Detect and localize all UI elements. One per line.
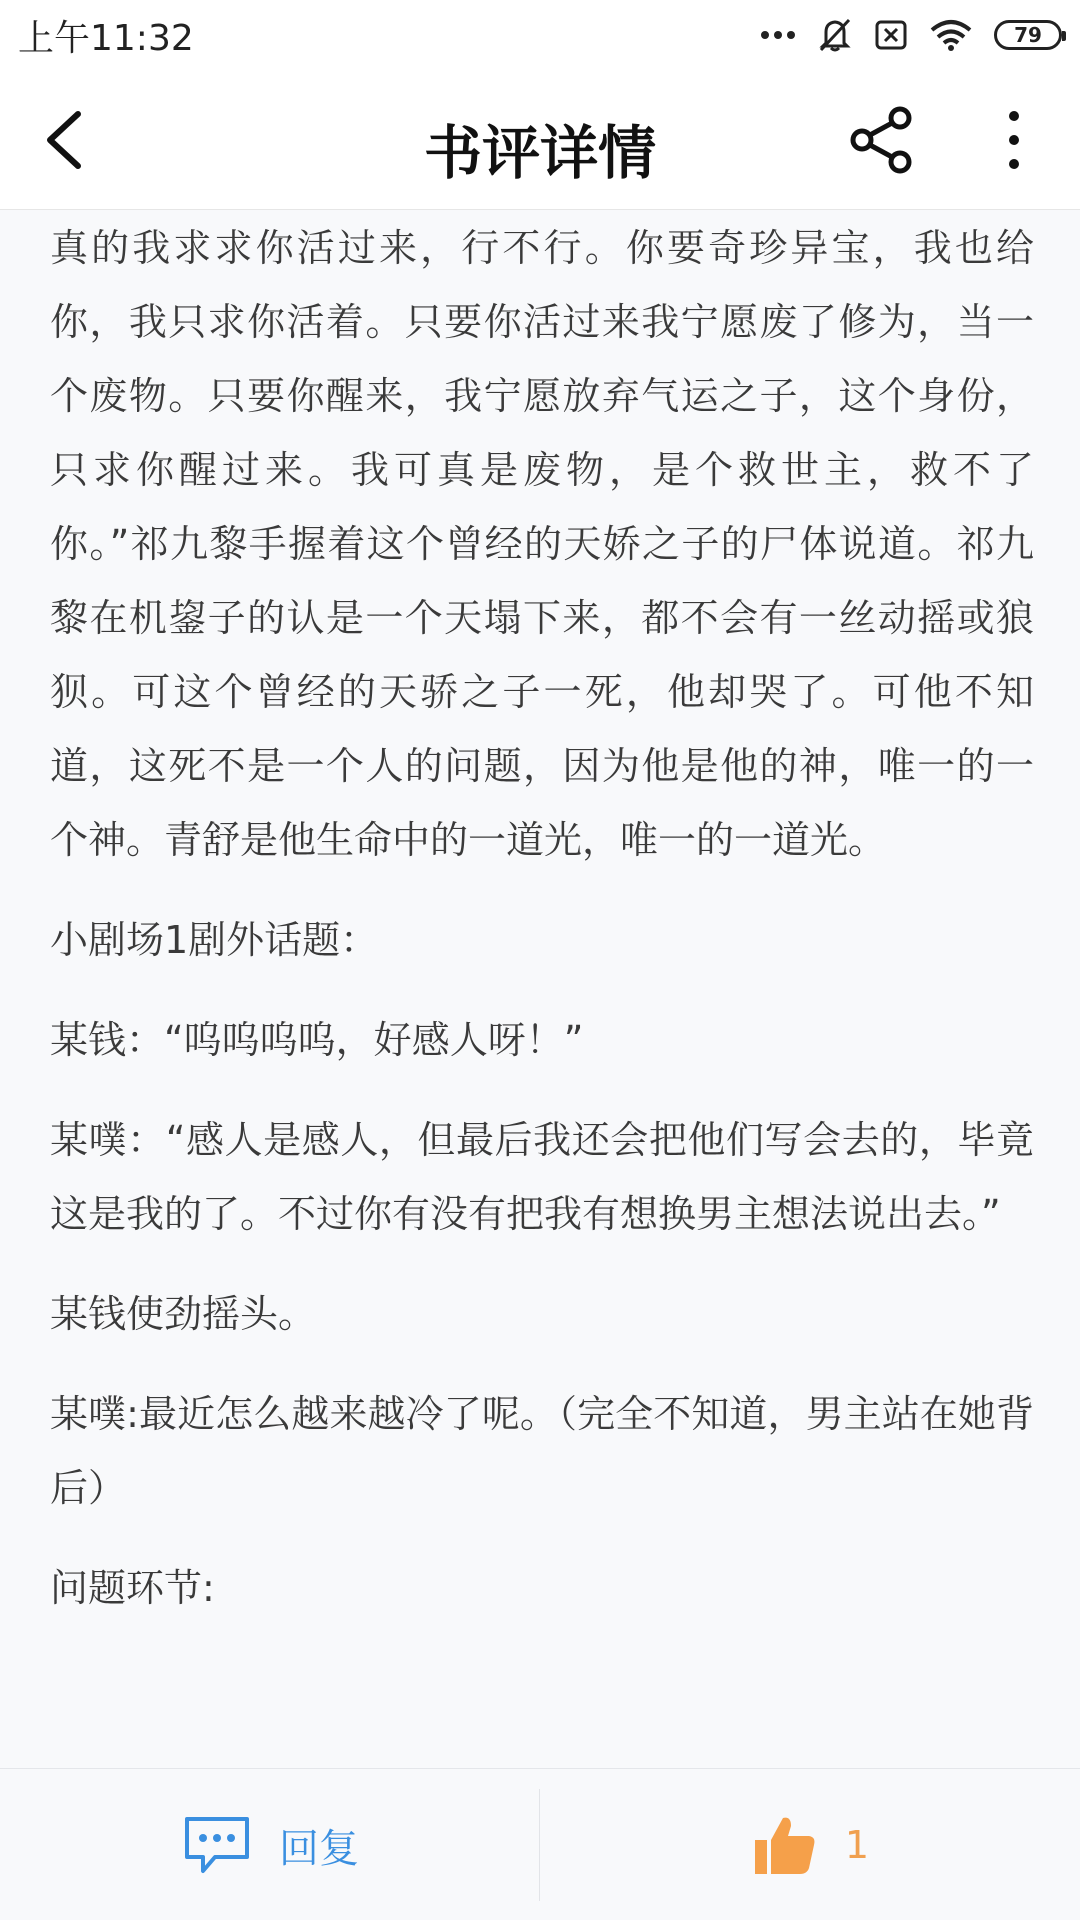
- share-icon[interactable]: [848, 106, 916, 174]
- review-content[interactable]: [0, 211, 1080, 1768]
- dots-icon: [760, 29, 796, 41]
- review-paragraph: 问题环节:: [50, 1566, 215, 1610]
- bell-off-icon: [818, 17, 852, 53]
- bottom-action-bar: [0, 1768, 1080, 1920]
- battery-level: 79: [1014, 23, 1042, 47]
- sim-x-icon: [874, 19, 908, 51]
- like-button[interactable]: [540, 1769, 1080, 1920]
- reply-label: 回复: [279, 1825, 359, 1872]
- page-title: 书评详情: [423, 119, 656, 187]
- status-bar: [0, 0, 1080, 70]
- review-paragraph: 小剧场1剧外话题：: [50, 918, 379, 962]
- review-paragraph: 某噗：“感人是感人，但最后我还会把他们写会去的，毕竟这是我的了。不过你有没有把我有想换男主想法说出去。”: [50, 1118, 1034, 1236]
- more-vertical-icon[interactable]: [992, 106, 1036, 174]
- review-paragraph: 某噗:最近怎么越来越冷了呢。（完全不知道，男主站在她背后）: [50, 1392, 1034, 1510]
- review-paragraph: 某钱使劲摇头。: [50, 1292, 317, 1336]
- reply-button[interactable]: [0, 1769, 540, 1920]
- battery-icon: [994, 20, 1062, 50]
- header: [0, 70, 1080, 210]
- review-paragraph: 某钱：“呜呜呜呜，好感人呀！”: [50, 1018, 584, 1062]
- status-time: 上午11:32: [18, 17, 194, 59]
- like-count: 1: [844, 1823, 870, 1867]
- comment-icon: [181, 1813, 253, 1877]
- wifi-icon: [930, 18, 972, 52]
- thumbs-up-icon: [751, 1812, 819, 1878]
- status-icons: [760, 17, 1062, 53]
- review-paragraph: 真的我求求你活过来，行不行。你要奇珍异宝，我也给你，我只求你活着。只要你活过来我宁愿废了修为，当一个废物。只要你醒来，我宁愿放弃气运之子，这个身份，只求你醒过来。我可真是废物，是个救世主，救不了你。”祁九黎手握着这个曾经的天娇之子的尸体说道。祁九黎在机鋆子的认是一个天塌下来，都不会有一丝动摇或狼狈。可这个曾经的天骄之子一死，他却哭了。可他不知道，这死不是一个人的问题，因为他是他的神，唯一的一个神。青舒是他生命中的一道光，唯一的一道光。: [50, 226, 1034, 862]
- divider: [539, 1789, 540, 1901]
